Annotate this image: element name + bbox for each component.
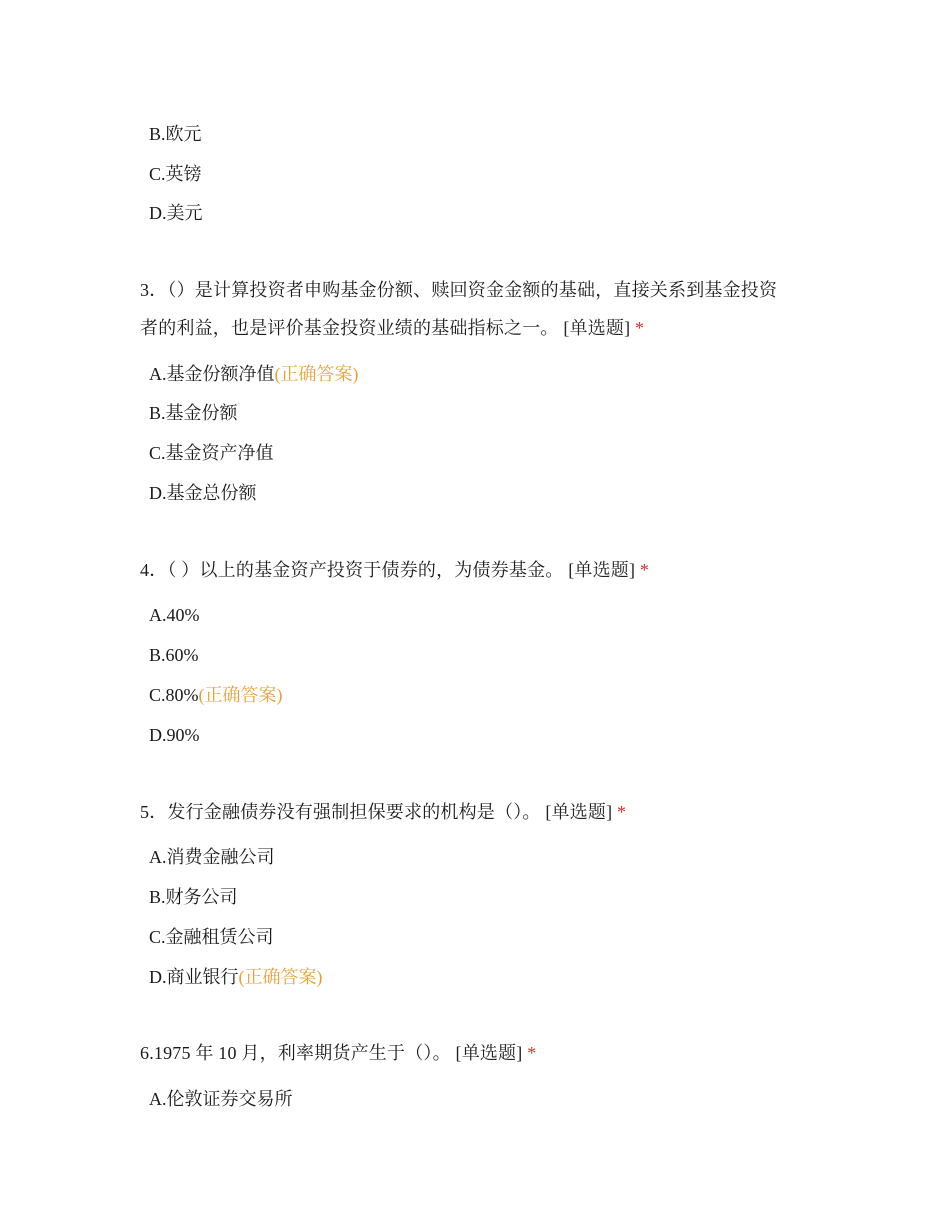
question-text: 5．发行金融债券没有强制担保要求的机构是（）。 <box>140 802 541 822</box>
q4-option-a <box>149 603 200 627</box>
q6-stem <box>140 1041 536 1065</box>
option-text: D.基金总份额 <box>149 483 257 503</box>
q3-option-d <box>149 481 257 505</box>
q5-stem <box>140 800 626 824</box>
q4-option-d <box>149 723 200 747</box>
question-text: 6.1975 年 10 月，利率期货产生于（）。 <box>140 1043 451 1063</box>
question-text: 3．（）是计算投资者申购基金份额、赎回资金金额的基础，直接关系到基金投资 <box>140 280 778 300</box>
q3-option-b <box>149 401 238 425</box>
correct-answer-marker: (正确答案) <box>274 364 359 384</box>
q3-option-c <box>149 441 274 465</box>
question-text: 4．（ ）以上的基金资产投资于债券的，为债券基金。 <box>140 560 564 580</box>
q5-option-c <box>149 925 274 949</box>
q4-option-b <box>149 643 199 667</box>
q3-option-a <box>149 362 359 386</box>
q2-option-c <box>149 162 202 186</box>
correct-answer-marker: (正确答案) <box>198 685 283 705</box>
q3-stem-line1 <box>140 278 777 302</box>
q5-option-d <box>149 965 323 989</box>
q2-option-b <box>149 122 202 146</box>
required-asterisk: * <box>527 1043 537 1063</box>
option-text: A.基金份额净值 <box>149 364 275 384</box>
option-text: B.财务公司 <box>149 887 238 907</box>
option-text: D.90% <box>149 725 200 745</box>
question-text: 者的利益，也是评价基金投资业绩的基础指标之一。 <box>140 318 559 338</box>
q2-option-d <box>149 201 203 225</box>
option-text: A.消费金融公司 <box>149 847 275 867</box>
option-text: C.金融租赁公司 <box>149 927 274 947</box>
option-text: B.基金份额 <box>149 403 238 423</box>
option-text: A.40% <box>149 605 200 625</box>
option-text: C.80% <box>149 685 199 705</box>
q6-option-a <box>149 1087 293 1111</box>
question-type-label: [单选题] <box>563 318 631 338</box>
q3-stem-line2 <box>140 316 644 340</box>
q5-option-b <box>149 885 238 909</box>
option-text: B.60% <box>149 645 199 665</box>
option-text: C.英镑 <box>149 164 202 184</box>
q4-option-c <box>149 683 283 707</box>
correct-answer-marker: (正确答案) <box>238 967 323 987</box>
option-text: D.美元 <box>149 203 203 223</box>
option-text: A.伦敦证券交易所 <box>149 1089 293 1109</box>
q4-stem <box>140 558 649 582</box>
required-asterisk: * <box>639 560 650 580</box>
question-type-label: [单选题] <box>568 560 636 580</box>
q5-option-a <box>149 845 275 869</box>
required-asterisk: * <box>635 318 645 338</box>
option-text: D.商业银行 <box>149 967 239 987</box>
option-text: B.欧元 <box>149 124 202 144</box>
option-text: C.基金资产净值 <box>149 443 274 463</box>
required-asterisk: * <box>617 802 627 822</box>
question-type-label: [单选题] <box>455 1043 523 1063</box>
question-type-label: [单选题] <box>545 802 613 822</box>
